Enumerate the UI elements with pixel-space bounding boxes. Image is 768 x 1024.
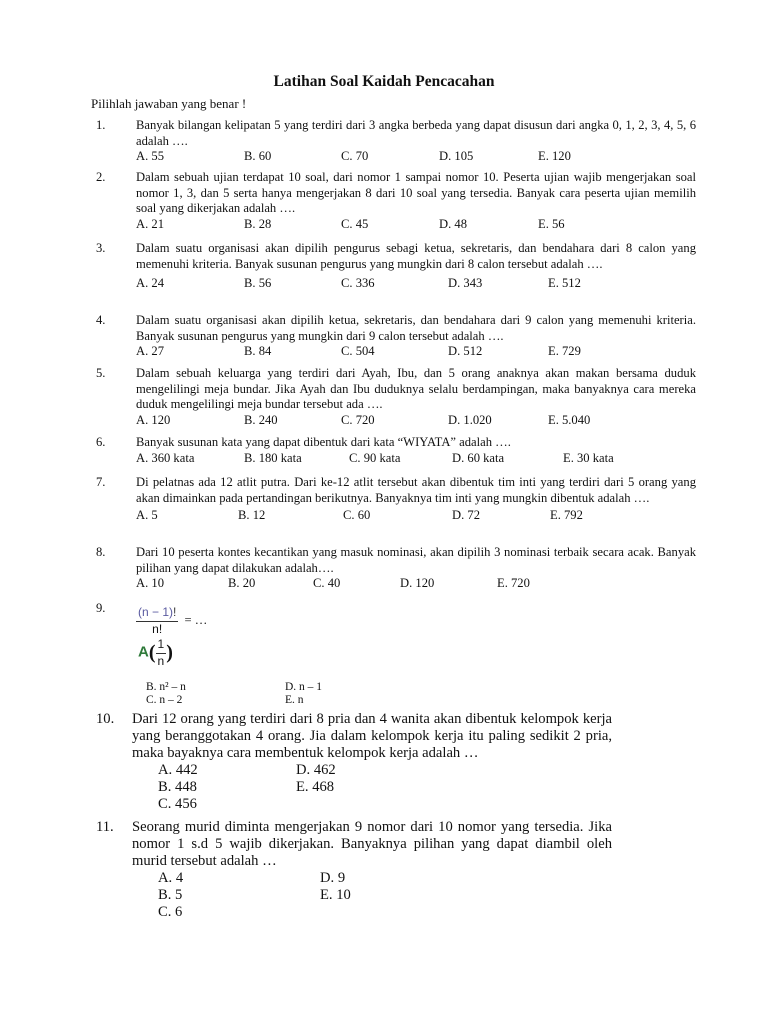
fraction [136,605,178,637]
question-9 [96,601,696,711]
option-e: E. 792 [550,508,583,522]
page-title: Latihan Soal Kaidah Pencacahan [273,73,495,90]
options [136,576,696,592]
option-a-fraction [156,637,167,669]
options [136,276,696,292]
option-b: B. 5 [158,887,183,903]
option-a-paren-right: ) [166,641,173,664]
question-number: 10. [96,711,115,727]
question-number: 8. [96,545,106,559]
question-stem: Dalam suatu organisasi akan dipilih pengurus sebagi ketua, sekretaris, dan bendahara dari 8 calon yang memenuhi kriteria. Banyak susunan pengurus yang mungkin dari 8 calon tersebut adalah …. [136,241,696,271]
option-c: C. 60 [343,508,371,522]
question-stem: Dari 10 peserta kontes kecantikan yang masuk nominasi, akan dipilih 3 nominasi terbaik secara acak. Banyak pilihan yang dapat dilakukan adalah…. [136,545,696,575]
option-e: E. 30 kata [563,450,614,465]
options [136,344,696,360]
question-expression [136,605,207,637]
question-stem: Di pelatnas ada 12 atlit putra. Dari ke-12 atlit tersebut akan dibentuk tim inti yang terdiri dari 5 orang yang akan dimainkan pada pertandingan berikutnya. Banyaknya tim inti yang mungkin dibentuk adalah …. [136,475,696,505]
question-number: 9. [96,601,106,615]
option-e: E. 5.040 [548,412,591,427]
option-a: A. 27 [136,344,164,358]
option-b: B. 28 [244,216,272,231]
option-b: B. 240 [244,412,278,427]
question-stem: Banyak susunan kata yang dapat dibentuk dari kata “WIYATA” adalah …. [136,435,511,449]
option-d: D. 120 [400,576,435,590]
option-d: D. 343 [448,276,483,290]
options [136,217,696,233]
option-a-paren-left: ( [148,641,156,664]
options [136,149,696,165]
options-left [146,681,186,707]
options [158,762,696,813]
option-e: E. n [285,694,304,706]
options-right [285,681,322,707]
question-5 [96,366,696,429]
option-d: D. 512 [448,344,483,358]
question-number: 7. [96,475,106,489]
question-4 [96,313,696,360]
option-b: B. 60 [244,149,272,163]
option-d: D. 9 [320,870,346,886]
option-c: C. n – 2 [146,694,183,706]
option-c: C. 90 kata [349,450,401,465]
denominator: n! [136,621,178,638]
question-stem: Seorang murid diminta mengerjakan 9 nomor dari 10 nomor yang tersedia. Jika nomor 1 s.d 5 wajib dikerjakan. Banyaknya pilihan yang dapat diambil oleh murid tersebut adalah … [132,819,612,869]
option-c: C. 504 [341,344,375,358]
numerator-paren-open: ( [138,605,142,619]
question-11 [96,819,696,921]
question-stem: Dalam suatu organisasi akan dipilih ketua, sekretaris, dan bendahara dari 9 calon yang memenuhi kriteria. Banyak susunan pengurus yang mungkin dari 9 calon tersebut adalah …. [136,313,696,343]
option-a: A. 360 kata [136,450,195,465]
question-6 [96,435,696,467]
question-number: 11. [96,819,114,835]
question-2 [96,170,696,233]
option-a: A. 120 [136,412,171,427]
option-a: A. 24 [136,276,164,290]
option-a-numerator: 1 [157,637,165,651]
question-number: 1. [96,118,106,132]
question-number: 3. [96,241,106,255]
options [136,451,696,467]
option-b: B. 12 [238,508,266,522]
option-b: B. 448 [158,779,197,795]
option-d: D. 1.020 [448,412,492,427]
question-stem: Dari 12 orang yang terdiri dari 8 pria dan 4 wanita akan dibentuk kelompok kerja yang beranggotakan 4 orang. Jia dalam kelompok kerja itu paling sedikit 2 pria, maka bayaknya cara membentuk kelompok kerja adalah … [132,711,612,761]
option-c: C. 70 [341,149,369,163]
numerator-term: n − 1 [142,605,170,619]
question-number: 5. [96,366,106,380]
question-stem: Dalam sebuah ujian terdapat 10 soal, dari nomor 1 sampai nomor 10. Peserta ujian wajib mengerjakan soal nomor 1, 3, dan 5 serta hanya mengerjakan 8 dari 10 soal yang tersedia. Banyak cara peserta ujian memilih soal yang dikerjakan adalah …. [136,170,696,215]
option-d: D. n – 1 [285,681,323,693]
option-b: B. 20 [228,576,256,590]
option-a: A. 21 [136,216,164,231]
option-a: A. 442 [158,762,198,778]
option-d: D. 60 kata [452,450,505,465]
option-c: C. 40 [313,576,341,590]
question-7 [96,475,696,524]
option-d: D. 48 [439,216,467,231]
option-a-denominator: n [157,653,165,668]
option-c: C. 720 [341,412,375,427]
question-10 [96,711,696,813]
question-1 [96,118,696,165]
option-e: E. 120 [538,149,571,163]
option-c: C. 6 [158,904,183,920]
option-c: C. 45 [341,216,369,231]
instruction: Pilihlah jawaban yang benar ! [91,96,247,111]
question-3 [96,241,696,292]
option-a-letter: A [138,643,149,661]
option-a: A. 55 [136,149,164,163]
option-c: C. 336 [341,276,375,290]
option-e: E. 512 [548,276,581,290]
numerator-paren-close: ) [169,605,174,619]
option-a: A. 10 [136,576,164,590]
question-number: 2. [96,170,106,184]
numerator-bang: ! [173,605,177,619]
option-b: B. 180 kata [244,450,302,465]
options [158,870,696,921]
option-b: B. n² – n [146,681,186,693]
equals: = … [184,613,208,628]
question-stem: Dalam sebuah keluarga yang terdiri dari Ayah, Ibu, dan 5 orang anaknya akan makan bersama duduk mengelilingi meja bundar. Jika Ayah dan Ibu duduknya selalu berdampingan, maka banyaknya cara mereka duduk mengelilingi meja bundar tersebut ada …. [136,366,696,411]
question-stem: Banyak bilangan kelipatan 5 yang terdiri dari 3 angka berbeda yang dapat disusun dari angka 0, 1, 2, 3, 4, 5, 6 adalah …. [136,118,696,148]
option-c: C. 456 [158,796,197,812]
option-a: A. 5 [136,508,158,522]
option-e: E. 56 [538,216,565,231]
options [136,413,696,429]
option-d: D. 105 [439,149,474,163]
option-b: B. 84 [244,344,272,358]
option-e: E. 468 [296,779,335,795]
numerator [136,605,178,621]
option-b: B. 56 [244,276,272,290]
question-number: 6. [96,435,106,449]
option-a: A. 4 [158,870,184,886]
option-a [138,637,173,669]
option-d: D. 462 [296,762,336,778]
question-8 [96,545,696,592]
option-e: E. 10 [320,887,351,903]
option-e: E. 729 [548,344,581,358]
option-d: D. 72 [452,508,480,522]
options [136,508,696,524]
option-e: E. 720 [497,576,530,590]
question-number: 4. [96,313,106,327]
